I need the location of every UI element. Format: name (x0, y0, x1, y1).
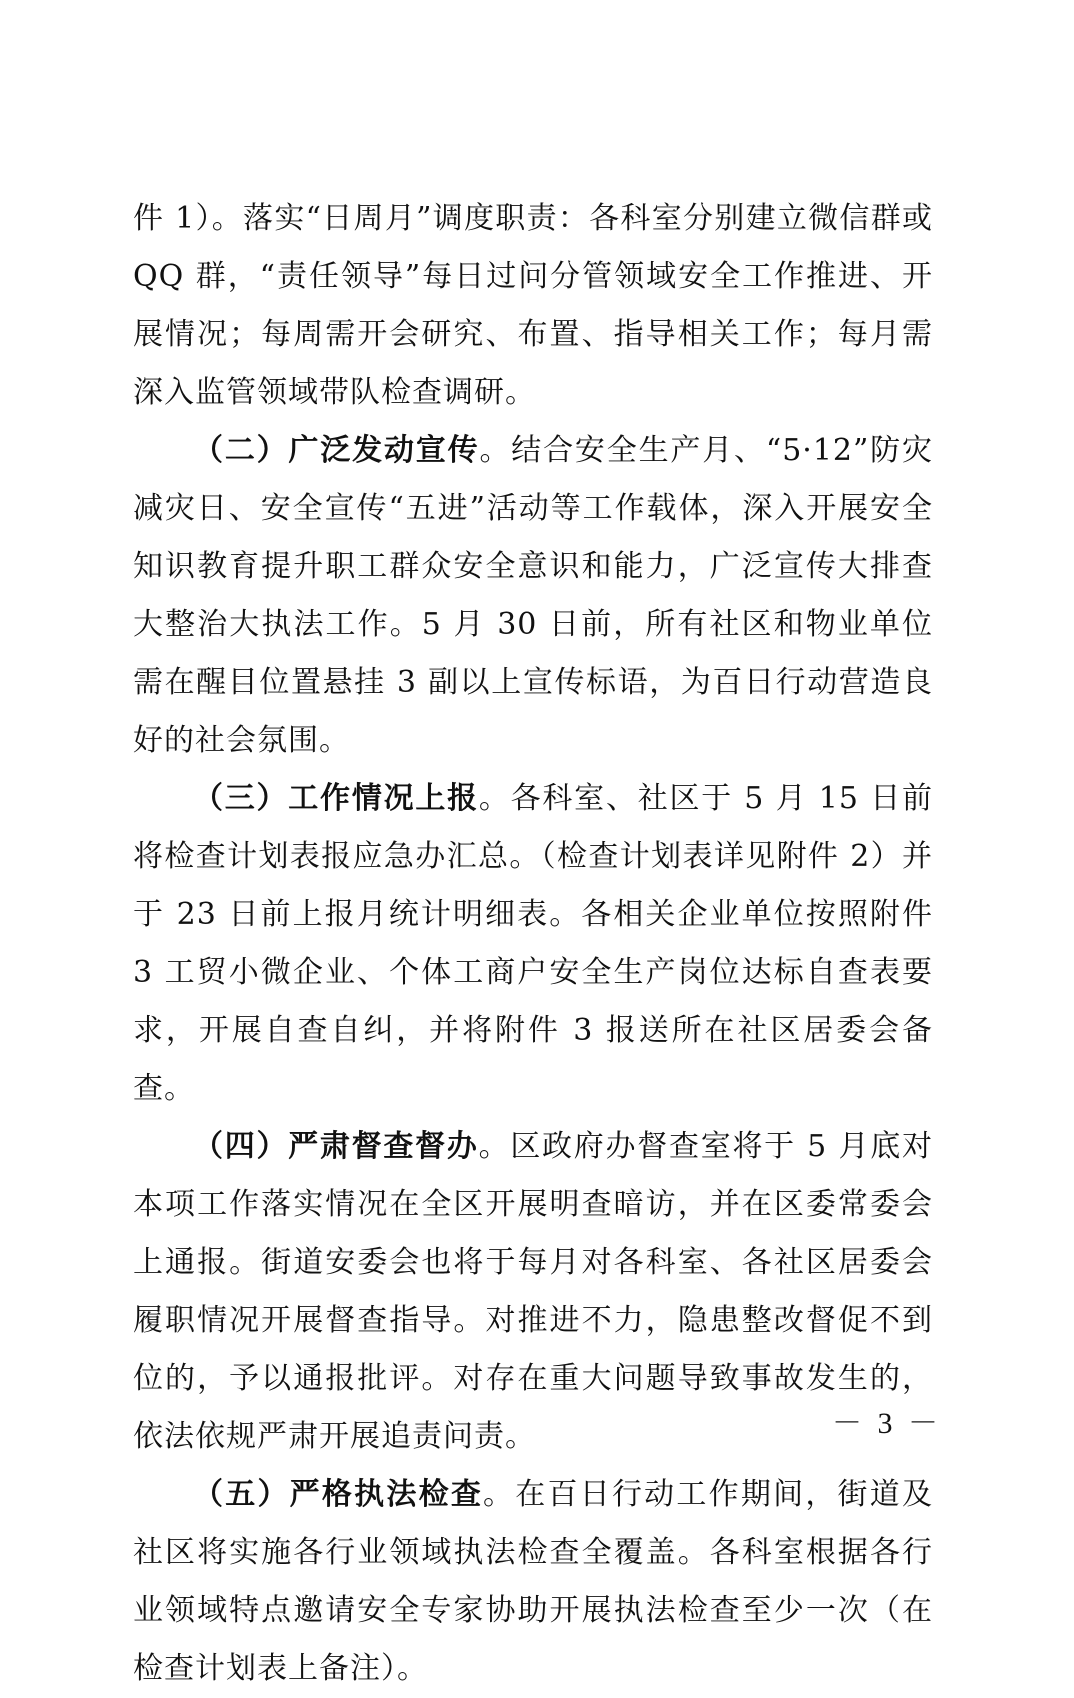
paragraph-continuation (133, 190, 933, 422)
paragraph-text: 。结合安全生产月、“5·12”防灾减灾日、安全宣传“五进”活动等工作载体，深入开展安全知识教育提升职工群众安全意识和能力，广泛宣传大排查大整治大执法工作。5 月 30 日前，所有社区和物业单位需在醒目位置悬挂 3 副以上宣传标语，为百日行动营造良好的社会氛围。 (133, 433, 933, 758)
document-body (133, 190, 933, 1698)
section-heading: （三）工作情况上报 (193, 781, 479, 816)
paragraph-text: 。区政府办督查室将于 5 月底对本项工作落实情况在全区开展明查暗访，并在区委常委会上通报。街道安委会也将于每月对各科室、各社区居委会履职情况开展督查指导。对推进不力，隐患整改督促不到位的，予以通报批评。对存在重大问题导致事故发生的，依法依规严肃开展追责问责。 (133, 1129, 933, 1454)
section-heading: （五）严格执法检查 (193, 1477, 484, 1512)
paragraph-text: 。在百日行动工作期间，街道及社区将实施各行业领域执法检查全覆盖。各科室根据各行业领域特点邀请安全专家协助开展执法检查至少一次（在检查计划表上备注）。 (133, 1477, 934, 1686)
paragraph-enforcement (133, 1466, 933, 1698)
page-number: － 3 － (832, 1407, 942, 1440)
paragraph-text: 件 1）。落实“日周月”调度职责：各科室分别建立微信群或 QQ 群，“责任领导”每日过问分管领域安全工作推进、开展情况；每周需开会研究、布置、指导相关工作；每月需深入监管领域带队检查调研。 (133, 201, 933, 410)
paragraph-publicity (133, 422, 933, 770)
section-heading: （二）广泛发动宣传 (193, 433, 480, 468)
paragraph-supervision (133, 1118, 933, 1466)
paragraph-reporting (133, 770, 933, 1118)
section-heading: （四）严肃督查督办 (193, 1129, 479, 1164)
paragraph-text: 。各科室、社区于 5 月 15 日前将检查计划表报应急办汇总。（检查计划表详见附件 2）并于 23 日前上报月统计明细表。各相关企业单位按照附件 3 工贸小微企业、个体工商户安全生产岗位达标自查表要求，开展自查自纠，并将附件 3 报送所在社区居委会备查。 (133, 781, 934, 1106)
